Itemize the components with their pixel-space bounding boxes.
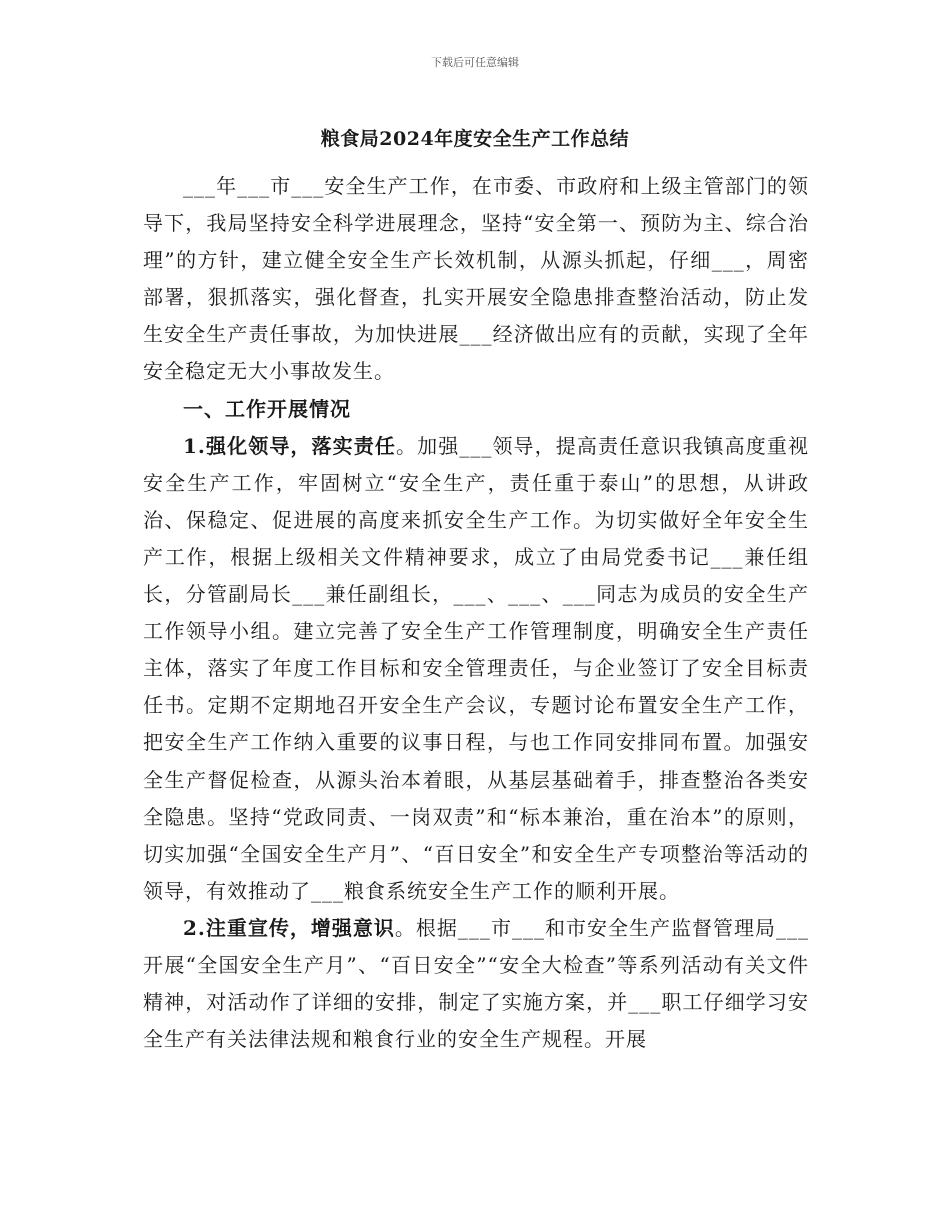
item-2-text: 。根据___市___和市安全生产监督管理局___开展“全国安全生产月”、“百日安全”“安全大检查”等系列活动有关文件精神，对活动作了详细的安排，制定了实施方案，并___职工仔细学习安全生产有关法律法规和粮食行业的安全生产规程。开展: [143, 915, 809, 1052]
intro-paragraph: ___年___市___安全生产工作，在市委、市政府和上级主管部门的领导下，我局坚持安全科学进展理念，坚持“安全第一、预防为主、综合治理”的方针，建立健全安全生产长效机制，从源头抓起，仔细___，周密部署，狠抓落实，强化督查，扎实开展安全隐患排查整治活动，防止发生安全生产责任事故，为加快进展___经济做出应有的贡献，实现了全年安全稳定无大小事故发生。: [143, 174, 809, 384]
item-1-lead: 1.强化领导，落实责任: [183, 433, 396, 458]
header-note: 下载后可任意编辑: [431, 56, 519, 69]
paragraph-item-2: [143, 910, 809, 1058]
document-title: 粮食局2024年度安全生产工作总结: [320, 128, 630, 150]
item-2-lead: 2.注重宣传，增强意识: [183, 915, 395, 940]
paragraph-item-1: [143, 428, 809, 910]
document-body: [143, 168, 809, 1058]
item-1-text: 。加强___领导，提高责任意识我镇高度重视安全生产工作，牢固树立“安全生产，责任重于泰山”的思想，从讲政治、保稳定、促进展的高度来抓安全生产工作。为切实做好全年安全生产工作，根据上级相关文件精神要求，成立了由局党委书记___兼任组长，分管副局长___兼任副组长，___、___、___同志为成员的安全生产工作领导小组。建立完善了安全生产工作管理制度，明确安全生产责任主体，落实了年度工作目标和安全管理责任，与企业签订了安全目标责任书。定期不定期地召开安全生产会议，专题讨论布置安全生产工作，把安全生产工作纳入重要的议事日程，与也工作同安排同布置。加强安全生产督促检查，从源头治本着眼，从基层基础着手，排查整治各类安全隐患。坚持“党政同责、一岗双责”和“标本兼治，重在治本”的原则，切实加强“全国安全生产月”、“百日安全”和安全生产专项整治等活动的领导，有效推动了___粮食系统安全生产工作的顺利开展。: [143, 433, 809, 903]
section-heading-work-status: 一、工作开展情况: [183, 396, 351, 421]
